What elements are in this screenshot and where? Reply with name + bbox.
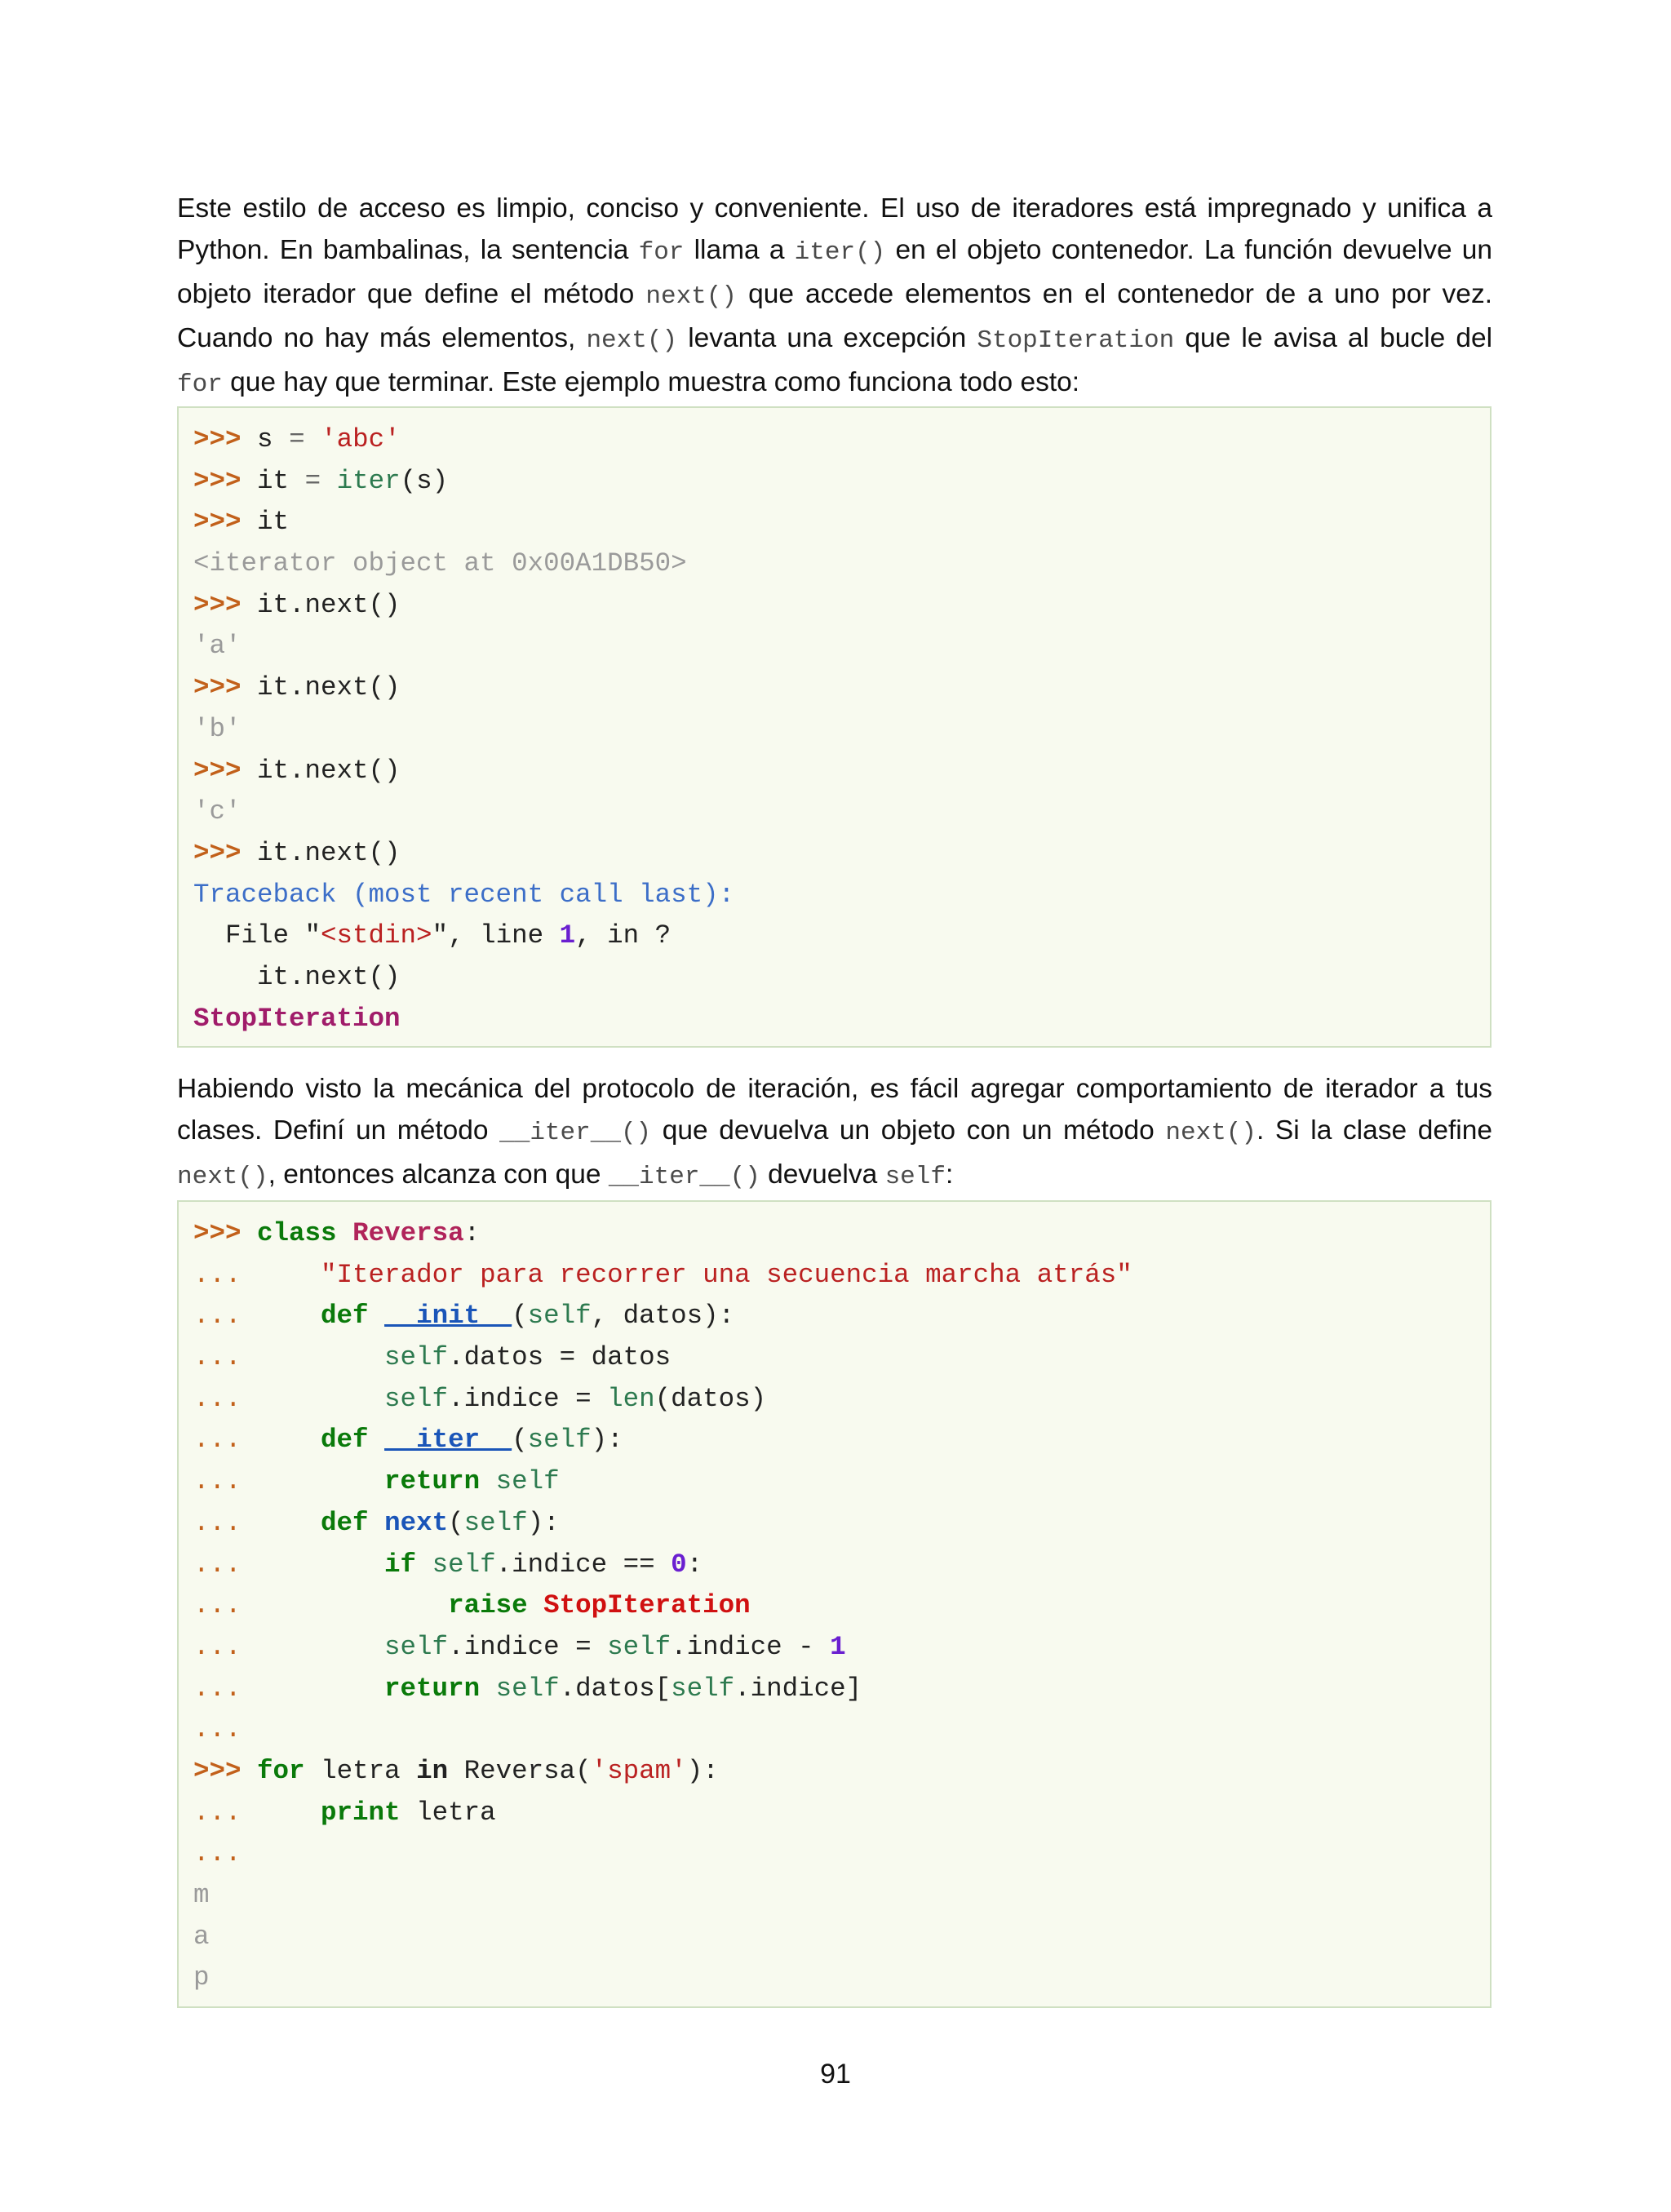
code-line: >>> it.next() — [193, 589, 401, 620]
code-line: ... self.indice = len(datos) — [193, 1383, 767, 1414]
code-line: >>> for letra in Reversa('spam'): — [193, 1755, 719, 1786]
code-block-reversa-class — [177, 1200, 1491, 2008]
code-output-line: 'a' — [193, 631, 242, 662]
code-line: ... — [193, 1838, 242, 1869]
inline-code: for — [177, 370, 223, 399]
protocol-paragraph — [177, 1068, 1492, 1198]
code-line: ... return self — [193, 1466, 560, 1497]
code-output-line: 'b' — [193, 713, 242, 744]
code-output-line: 'c' — [193, 796, 242, 827]
code-line: ... raise StopIteration — [193, 1590, 751, 1621]
text-span: : — [946, 1159, 954, 1190]
code-line: ... — [193, 1714, 242, 1745]
code-block-iterator-demo — [177, 406, 1491, 1048]
inline-code: next() — [586, 326, 678, 355]
code-line: >>> it.next() — [193, 755, 401, 786]
text-span: Este estilo de acceso es limpio, conciso y conveniente. El uso de iteradores está impregnado y unifica a Python. En bambalinas, la sentencia — [177, 193, 1492, 265]
traceback-line: Traceback (most recent call last): — [193, 879, 735, 910]
inline-code: next() — [177, 1163, 268, 1191]
code-output-line: a — [193, 1921, 210, 1952]
text-span: en el objeto contenedor. La función devuelve un objeto iterador que define el método — [177, 235, 1493, 309]
code-line: >>> it.next() — [193, 672, 401, 703]
text-span: Habiendo visto la mecánica del protocolo de iteración, es fácil agregar comportamiento de iterador a tus clases. Definí un método — [177, 1074, 1492, 1146]
code-line: ... "Iterador para recorrer una secuencia marcha atrás" — [193, 1259, 1132, 1290]
intro-paragraph — [177, 188, 1492, 406]
inline-code: next() — [1165, 1119, 1257, 1147]
code-line: ... if self.indice == 0: — [193, 1549, 703, 1580]
code-output-line: <iterator object at 0x00A1DB50> — [193, 548, 687, 579]
inline-code: self — [884, 1163, 946, 1191]
code-line: >>> it.next() — [193, 837, 401, 868]
code-line: ... return self.datos[self.indice] — [193, 1673, 862, 1704]
text-span: . Si la clase define — [1257, 1115, 1492, 1146]
code-line: >>> s = 'abc' — [193, 424, 401, 454]
traceback-file-line: File "<stdin>", line 1, in ? — [193, 920, 672, 951]
inline-code: iter() — [794, 238, 886, 267]
code-line: ... print letra — [193, 1797, 496, 1828]
text-span: que hay que terminar. Este ejemplo muestra como funciona todo esto: — [230, 367, 1080, 397]
code-line: ... def next(self): — [193, 1507, 560, 1538]
text-span: que accede elementos en el contenedor de a uno por vez. Cuando no hay más elementos, — [177, 279, 1492, 353]
code-line: >>> class Reversa: — [193, 1218, 481, 1248]
traceback-call-line: it.next() — [193, 961, 401, 992]
code-output-line: m — [193, 1880, 210, 1910]
text-span: devuelva — [768, 1159, 878, 1190]
code-line: ... self.indice = self.indice - 1 — [193, 1631, 846, 1662]
code-line: ... def __init__(self, datos): — [193, 1301, 735, 1332]
code-line: ... self.datos = datos — [193, 1342, 672, 1373]
inline-code: __iter__() — [499, 1119, 652, 1147]
code-line: ... def __iter__(self): — [193, 1425, 623, 1456]
text-span: levanta una excepción — [688, 323, 967, 353]
code-line: >>> it = iter(s) — [193, 465, 449, 496]
code-line: >>> it — [193, 507, 290, 538]
exception-line: StopIteration — [193, 1003, 401, 1034]
inline-code: StopIteration — [977, 326, 1175, 355]
code-output-line: p — [193, 1962, 210, 1993]
inline-code: next() — [645, 282, 737, 311]
text-span: que devuelva un objeto con un método — [662, 1115, 1155, 1146]
text-span: que le avisa al bucle del — [1185, 323, 1493, 353]
text-span: , entonces alcanza con que — [268, 1159, 601, 1190]
page-number: 91 — [820, 2059, 851, 2090]
inline-code: __iter__() — [608, 1163, 760, 1191]
text-span: llama a — [694, 235, 785, 265]
inline-code: for — [638, 238, 685, 267]
